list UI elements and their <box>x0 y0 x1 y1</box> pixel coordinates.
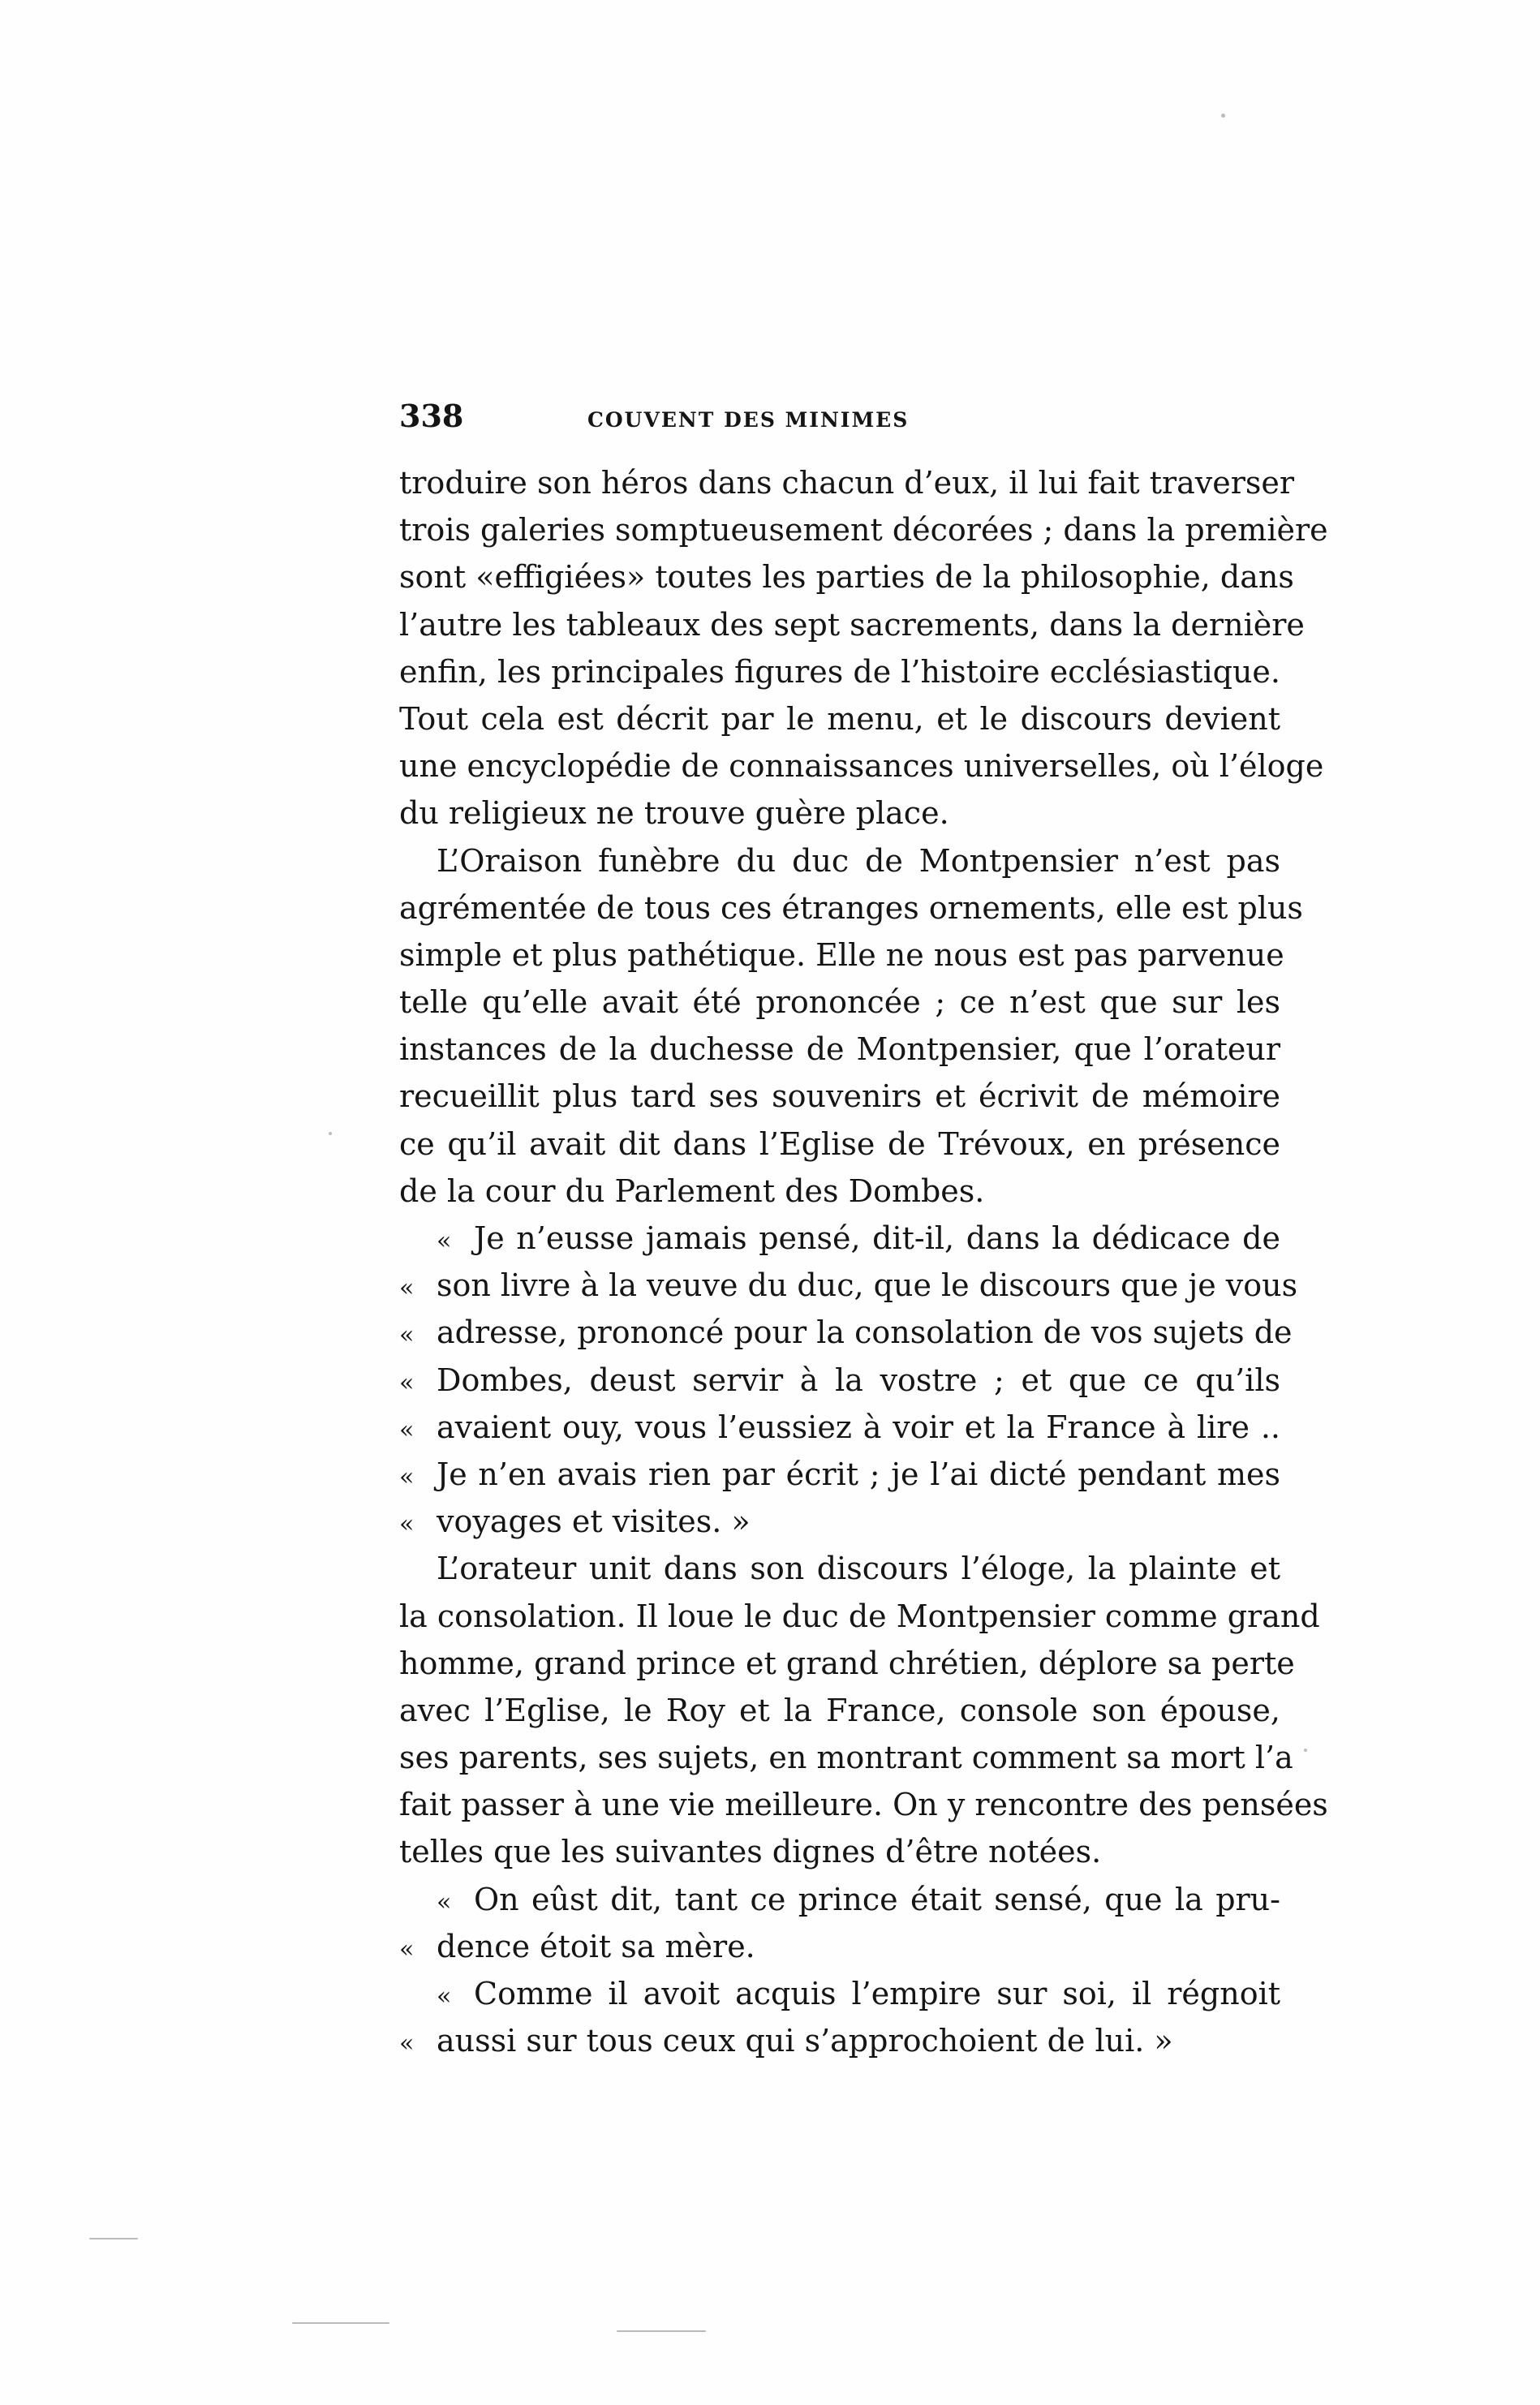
text-line: sont «effigiées» toutes les parties de la philosophie, dans <box>399 559 1294 596</box>
quote-text: son livre à la veuve du duc, que le discours que je vous <box>437 1267 1298 1304</box>
quote-text: adresse, prononcé pour la consolation de vos sujets de <box>437 1314 1293 1351</box>
quote-line <box>399 1262 1298 1309</box>
quote-line <box>399 1970 1280 2017</box>
quote-mark: « <box>437 1227 452 1255</box>
quotation-empire <box>399 1970 1280 2064</box>
quote-line <box>399 1309 1293 1356</box>
quote-mark: « <box>399 1368 415 1397</box>
paragraph-3 <box>399 1545 1328 1875</box>
quote-text: On eûst dit, tant ce prince était sensé, que la pru- <box>474 1881 1280 1917</box>
text-line: troduire son héros dans chacun d’eux, il lui fait traverser <box>399 465 1295 501</box>
quotation-dedicace <box>399 1215 1298 1545</box>
quote-line <box>399 2017 1280 2064</box>
scan-speck <box>617 2330 706 2332</box>
quote-text: Je n’eusse jamais pensé, dit-il, dans la dédicace de <box>474 1220 1280 1256</box>
quote-mark: « <box>399 1462 415 1491</box>
quote-text: Comme il avoit acquis l’empire sur soi, il régnoit <box>474 1976 1280 2011</box>
quote-line <box>399 1451 1280 1498</box>
quote-text: Dombes, deust servir à la vostre ; et que ce qu’ils <box>437 1362 1280 1398</box>
paragraph-2 <box>399 837 1303 1215</box>
quotation-prudence <box>399 1876 1280 1970</box>
quote-line <box>399 1498 1280 1545</box>
quote-mark: « <box>399 2029 415 2059</box>
quote-mark: « <box>399 1510 415 1539</box>
quote-mark: « <box>399 1934 415 1964</box>
text-line: l’autre les tableaux des sept sacrements, dans la dernière <box>399 606 1305 643</box>
text-line: enfin, les principales figures de l’histoire ecclésiastique. <box>399 653 1280 690</box>
quote-text: dence étoit sa mère. <box>437 1928 755 1964</box>
book-page <box>399 398 1328 2064</box>
text-line: agrémentée de tous ces étranges ornements, elle est plus <box>399 889 1303 926</box>
scan-speck <box>1221 114 1225 118</box>
quote-text: aussi sur tous ceux qui s’approchoient de lui. » <box>437 2023 1173 2059</box>
scan-speck <box>1304 1749 1307 1752</box>
scan-speck <box>292 2322 389 2324</box>
quote-text: voyages et visites. » <box>437 1504 751 1540</box>
page-header <box>399 398 1280 459</box>
text-line: fait passer à une vie meilleure. On y rencontre des pensées <box>399 1787 1328 1823</box>
text-line: simple et plus pathétique. Elle ne nous est pas parvenue <box>399 936 1284 973</box>
scan-speck <box>89 2238 138 2239</box>
text-line: ses parents, ses sujets, en montrant comment sa mort l’a <box>399 1740 1293 1776</box>
quote-line <box>399 1876 1280 1923</box>
quote-line <box>399 1215 1280 1262</box>
text-line: trois galeries somptueusement décorées ; dans la première <box>399 512 1328 549</box>
text-line: instances de la duchesse de Montpensier, que l’orateur <box>399 1031 1280 1068</box>
text-line: telles que les suivantes dignes d’être notées. <box>399 1834 1102 1870</box>
text-line: avec l’Eglise, le Roy et la France, console son épouse, <box>399 1692 1280 1728</box>
quote-text: avaient ouy, vous l’eussiez à voir et la France à lire .. <box>437 1409 1280 1445</box>
quote-line <box>399 1357 1280 1404</box>
text-line: homme, grand prince et grand chrétien, déplore sa perte <box>399 1645 1295 1681</box>
text-line: ce qu’il avait dit dans l’Eglise de Trévoux, en présence <box>399 1125 1280 1162</box>
quote-mark: « <box>437 1982 452 2011</box>
text-line: L’Oraison funèbre du duc de Montpensier n’est pas <box>437 842 1280 879</box>
paragraph-1 <box>399 459 1328 837</box>
text-line: de la cour du Parlement des Dombes. <box>399 1172 985 1209</box>
page-number: 338 <box>399 398 464 434</box>
text-line: L’orateur unit dans son discours l’éloge, la plainte et <box>437 1551 1280 1587</box>
scan-speck <box>329 1132 332 1135</box>
text-line: Tout cela est décrit par le menu, et le discours devient <box>399 700 1280 737</box>
quote-line <box>399 1404 1280 1451</box>
quote-mark: « <box>437 1887 452 1917</box>
quote-mark: « <box>399 1415 415 1444</box>
text-line: recueillit plus tard ses souvenirs et écrivit de mémoire <box>399 1078 1280 1115</box>
text-line: la consolation. Il loue le duc de Montpensier comme grand <box>399 1598 1320 1634</box>
text-line: une encyclopédie de connaissances universelles, où l’éloge <box>399 748 1324 785</box>
quote-mark: « <box>399 1321 415 1350</box>
text-line: du religieux ne trouve guère place. <box>399 795 949 832</box>
text-line: telle qu’elle avait été prononcée ; ce n’est que sur les <box>399 984 1280 1021</box>
quote-text: Je n’en avais rien par écrit ; je l’ai dicté pendant mes <box>437 1456 1280 1492</box>
quote-mark: « <box>399 1274 415 1303</box>
running-head: COUVENT DES MINIMES <box>587 408 910 432</box>
quote-line <box>399 1923 1280 1970</box>
